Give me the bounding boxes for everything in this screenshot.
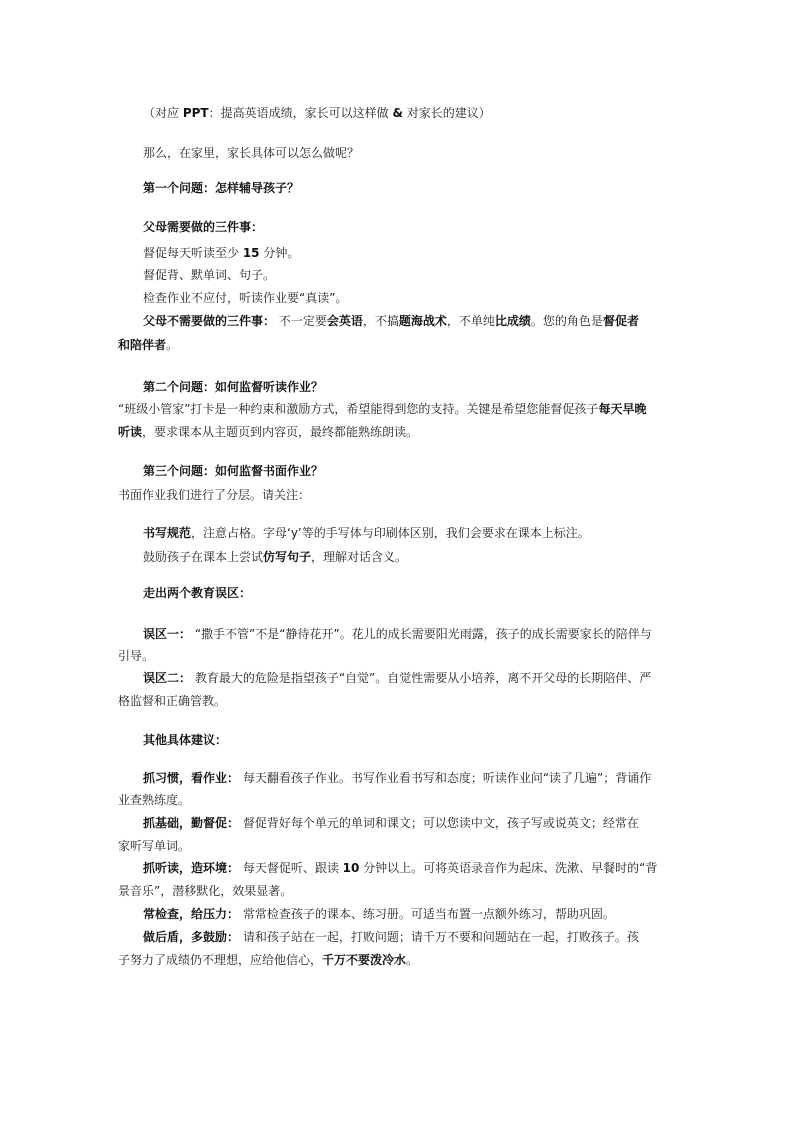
text-segment: 督促背、默单词、句子。 bbox=[143, 268, 276, 282]
bold-text: 抓基础，勤督促： bbox=[143, 816, 240, 830]
text-segment: 鼓励孩子在课本上尝试 bbox=[143, 550, 264, 564]
text-segment: “班级小管家”打卡是一种约束和激励方式，希望能得到您的支持。关键是希望您能督促孩子 bbox=[118, 402, 599, 416]
bold-text: 做后盾，多鼓励： bbox=[143, 930, 240, 944]
intro-question bbox=[143, 145, 359, 161]
paragraph-line bbox=[118, 883, 292, 899]
text-segment: 格监督和正确管教。 bbox=[118, 694, 227, 708]
bold-text: 千万不要泼冷水 bbox=[322, 953, 407, 967]
paragraph-line bbox=[118, 337, 178, 353]
paragraph-line bbox=[143, 245, 299, 261]
bold-text: 每天早晚 bbox=[598, 402, 647, 416]
paragraph-line bbox=[118, 838, 190, 854]
text-segment: ：提高英语成绩，家长可以这样做 bbox=[208, 106, 393, 120]
paragraph-line bbox=[143, 815, 639, 831]
text-segment: 检查作业不应付，听读作业要“真读”。 bbox=[143, 291, 348, 305]
text-segment: ，要求课本从主题页到内容页，最终都能熟练朗读。 bbox=[142, 425, 419, 439]
bold-text: 第三个问题：如何监督书面作业？ bbox=[143, 464, 324, 478]
text-segment: 景音乐”，潜移默化，效果显著。 bbox=[118, 884, 293, 898]
text-segment: 对家长的建议） bbox=[402, 106, 491, 120]
heading-other-suggestions bbox=[143, 732, 227, 748]
text-segment: 。 bbox=[166, 338, 179, 352]
text-segment: 。您的角色是 bbox=[530, 314, 603, 328]
text-segment: 常常检查孩子的课本、练习册。可适当布置一点额外练习，帮助巩固。 bbox=[239, 907, 615, 921]
bold-text: 抓习惯，看作业： bbox=[143, 771, 240, 785]
text-segment: 教育最大的危险是指望孩子“自觉”。自觉性需要从小培养，离不开父母的长期陪伴、严 bbox=[191, 671, 652, 685]
text-segment: 引导。 bbox=[118, 649, 155, 663]
text-segment: ，不搞 bbox=[362, 314, 399, 328]
paragraph-line bbox=[143, 860, 657, 876]
text-segment: 书面作业我们进行了分层。请关注： bbox=[118, 488, 311, 502]
text-segment: “撒手不管”不是“静待花开”。花儿的成长需要阳光雨露，孩子的成长需要家长的陪伴与 bbox=[191, 627, 652, 641]
text-segment: 每天督促听、跟读 bbox=[239, 861, 343, 875]
paragraph-line bbox=[143, 313, 639, 329]
paragraph-line bbox=[118, 952, 418, 968]
text-segment: 子努力了成绩仍不理想，应给他信心， bbox=[118, 953, 323, 967]
paragraph-line bbox=[118, 792, 190, 808]
text-segment: ，理解对话含义。 bbox=[311, 550, 408, 564]
bold-text: 题海战术 bbox=[398, 314, 447, 328]
text-segment: 不一定要 bbox=[275, 314, 327, 328]
text-segment: 分钟以上。可将英语录音作为起床、洗漱、早餐时的“背 bbox=[359, 861, 658, 875]
bold-text: 书写规范 bbox=[143, 526, 192, 540]
paragraph-line bbox=[118, 487, 310, 503]
bold-text: & bbox=[392, 106, 403, 120]
text-segment: 家听写单词。 bbox=[118, 839, 191, 853]
bold-text: 比成绩 bbox=[494, 314, 531, 328]
bold-text: 第二个问题：如何监督听读作业？ bbox=[143, 380, 324, 394]
bold-text: 走出两个教育误区： bbox=[143, 586, 252, 600]
subheading-three-things bbox=[143, 219, 263, 235]
bold-text: 督促者 bbox=[602, 314, 639, 328]
text-segment: 。 bbox=[406, 953, 419, 967]
text-segment: （对应 bbox=[143, 106, 183, 120]
bold-text: 父母不需要做的三件事： bbox=[143, 314, 276, 328]
bold-text: 父母需要做的三件事： bbox=[143, 220, 264, 234]
heading-question-3 bbox=[143, 463, 323, 479]
text-segment: ，注意占格。字母‘y’等的手写体与印刷体区别，我们会要求在课本上标注。 bbox=[191, 526, 590, 540]
bold-text: 误区二： bbox=[143, 671, 192, 685]
paragraph-line bbox=[143, 906, 615, 922]
paragraph-line bbox=[118, 648, 154, 664]
text-segment: 那么，在家里，家长具体可以怎么做呢？ bbox=[143, 146, 360, 160]
paragraph-line bbox=[118, 693, 226, 709]
bold-text: 其他具体建议： bbox=[143, 733, 228, 747]
text-segment: 督促背好每个单元的单词和课文；可以您读中文，孩子写或说英文；经常在 bbox=[239, 816, 639, 830]
bold-text: 15 bbox=[242, 246, 260, 260]
bold-text: 和陪伴者 bbox=[118, 338, 167, 352]
paragraph-line bbox=[118, 401, 646, 417]
paragraph-line bbox=[118, 424, 418, 440]
heading-education-mistakes bbox=[143, 585, 251, 601]
heading-question-1 bbox=[143, 180, 299, 196]
text-segment: 每天翻看孩子作业。书写作业看书写和态度；听读作业问“读了几遍”；背诵作 bbox=[239, 771, 652, 785]
heading-question-2 bbox=[143, 379, 323, 395]
bold-text: PPT bbox=[182, 106, 209, 120]
paragraph-line bbox=[143, 770, 651, 786]
text-segment: ，不单纯 bbox=[446, 314, 495, 328]
paragraph-line bbox=[143, 267, 275, 283]
text-segment: 督促每天听读至少 bbox=[143, 246, 243, 260]
bold-text: 常检查，给压力： bbox=[143, 907, 240, 921]
paragraph-line bbox=[143, 549, 407, 565]
paragraph-line bbox=[143, 626, 652, 642]
text-segment: 请和孩子站在一起，打败问题；请千万不要和问题站在一起，打败孩子。孩 bbox=[239, 930, 639, 944]
bold-text: 误区一： bbox=[143, 627, 192, 641]
ppt-reference-line bbox=[143, 105, 491, 121]
text-segment: 业查熟练度。 bbox=[118, 793, 191, 807]
bold-text: 仿写句子 bbox=[263, 550, 312, 564]
bold-text: 抓听读，造环境： bbox=[143, 861, 240, 875]
bold-text: 会英语 bbox=[326, 314, 363, 328]
paragraph-line bbox=[143, 670, 651, 686]
paragraph-line bbox=[143, 290, 347, 306]
bold-text: 10 bbox=[342, 861, 360, 875]
text-segment: 分钟。 bbox=[259, 246, 300, 260]
paragraph-line bbox=[143, 525, 590, 541]
bold-text: 第一个问题：怎样辅导孩子？ bbox=[143, 181, 300, 195]
paragraph-line bbox=[143, 929, 639, 945]
bold-text: 听读 bbox=[118, 425, 143, 439]
